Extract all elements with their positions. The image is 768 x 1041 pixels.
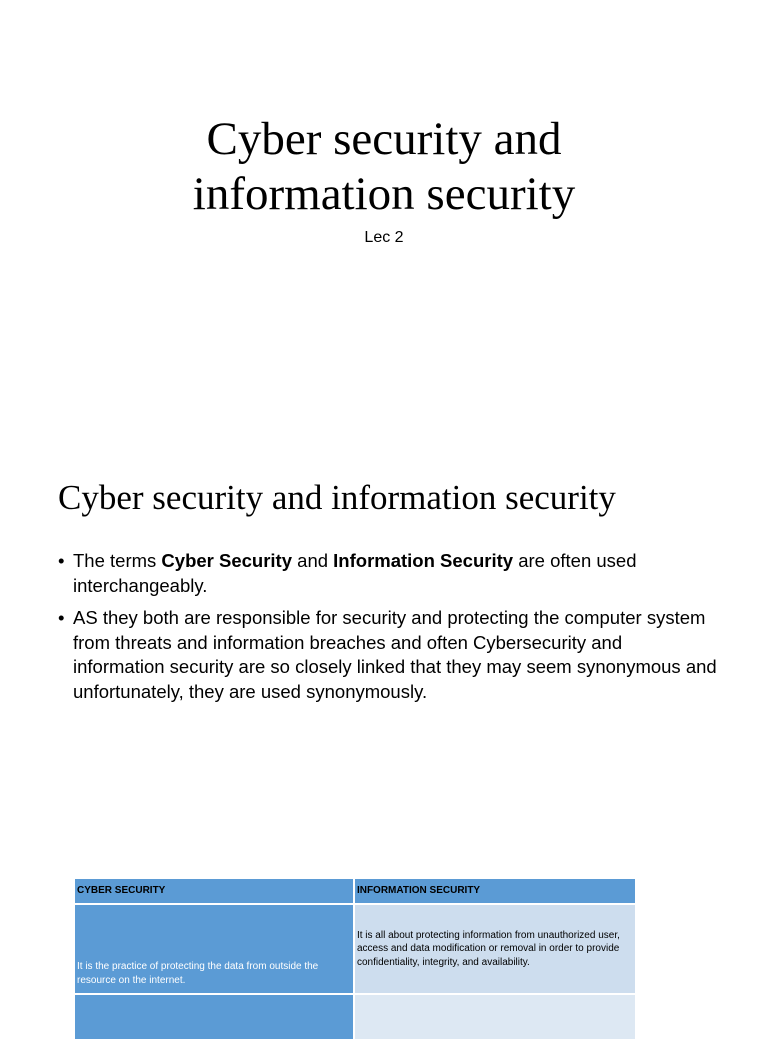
table-header-row (74, 878, 636, 904)
table-cell-cyber-definition: It is the practice of protecting the data from outside the resource on the internet. (74, 904, 354, 994)
slide-1-subtitle: Lec 2 (364, 229, 404, 246)
table-header-information-security: INFORMATION SECURITY (354, 878, 636, 904)
bullet-list (58, 549, 718, 712)
table-header-cyber-security: CYBER SECURITY (74, 878, 354, 904)
slide-2 (0, 432, 768, 1024)
bullet-item-1 (58, 549, 718, 598)
slide-1 (0, 0, 768, 432)
slide-1-title-line-1: Cyber security and (206, 113, 562, 165)
bullet-item-2: • AS they both are responsible for security and protecting the computer system from threats and information breaches and often Cybersecurity and information security are so closely linked that they may seem synonymous and unfortunately, they are used synonymously. (58, 606, 718, 704)
bullet-1-bold-information-security: Information Security (333, 550, 514, 571)
table-row (74, 994, 636, 1040)
table-cell (74, 994, 354, 1040)
table-cell (354, 994, 636, 1040)
bullet-1-pre: The terms (73, 550, 162, 571)
table-row (74, 904, 636, 994)
table-cell-info-definition: It is all about protecting information from unauthorized user, access and data modification or removal in order to provide confidentiality, integrity, and availability. (354, 904, 636, 994)
slide-1-title (0, 112, 768, 222)
slide-2-title: Cyber security and information security (58, 478, 616, 517)
bullet-1-mid: and (292, 550, 334, 571)
bullet-1-bold-cyber-security: Cyber Security (161, 550, 293, 571)
slide-1-title-line-2: information security (192, 168, 576, 220)
bullet-1-post: are often used interchangeably. (73, 550, 637, 596)
comparison-table (73, 877, 637, 1041)
